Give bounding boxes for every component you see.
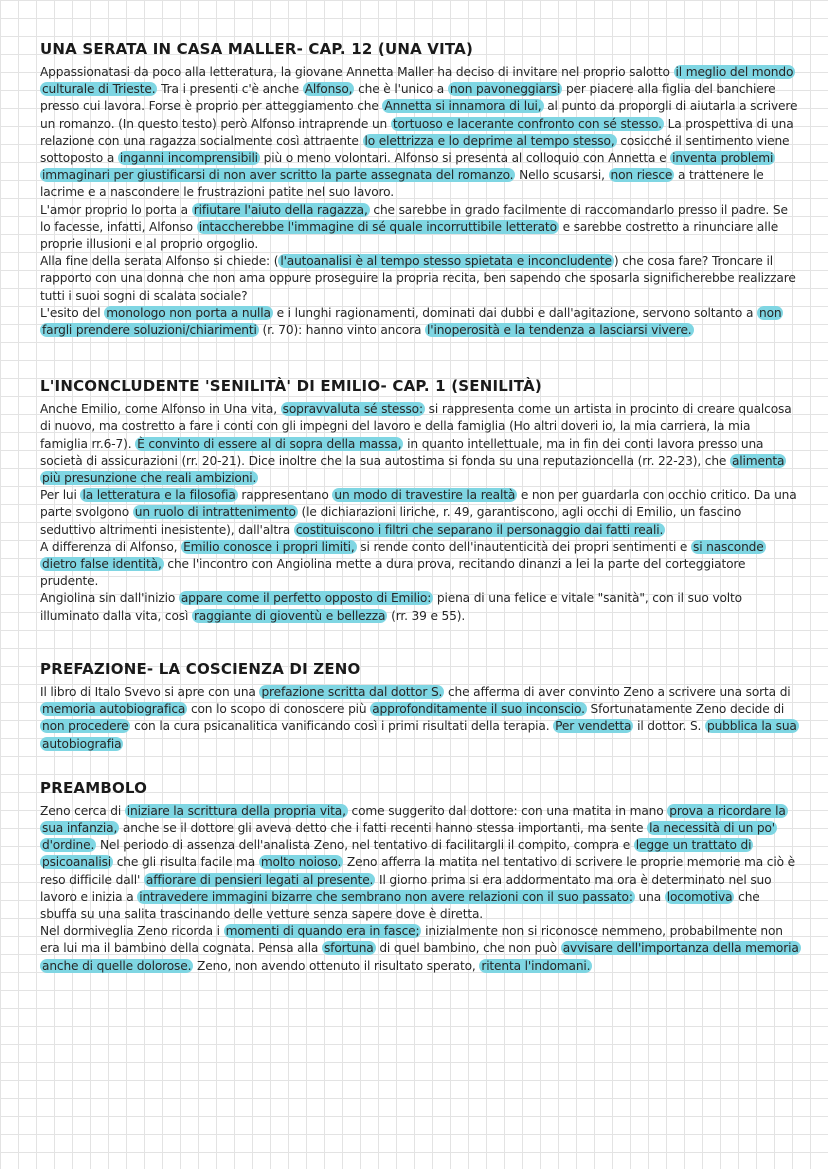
paragraph bbox=[40, 253, 800, 305]
highlighted-text: molto noioso. bbox=[260, 855, 342, 870]
paragraph bbox=[40, 401, 800, 487]
text-run: Tra i presenti c'è anche bbox=[157, 82, 303, 97]
text-run: e sarebbe costretto a rinunciare alle proprie illusioni e al proprio orgoglio. bbox=[40, 219, 779, 252]
highlighted-text: approfonditamente il suo inconscio. bbox=[372, 702, 585, 717]
text-run: Sfortunatamente Zeno decide di bbox=[586, 702, 785, 717]
text-run: anche se il dottore gli aveva detto che i fatti recenti hanno stessa importanti, ma sente bbox=[119, 820, 648, 835]
text-run: Appassionatasi da poco alla letteratura, la giovane Annetta Maller ha deciso di invitare nel proprio salotto bbox=[40, 65, 674, 79]
highlighted-text: pubblica la sua autobiografia bbox=[42, 719, 797, 751]
highlighted-text: Alfonso, bbox=[304, 82, 353, 97]
highlighted-text: il meglio del mondo culturale di Trieste. bbox=[42, 65, 794, 97]
highlighted-text: intravedere immagini bizarre che sembrano non avere relazioni con il suo passato: bbox=[139, 889, 633, 904]
text-run: Zeno cerca di bbox=[40, 803, 125, 818]
text-run: L'amor proprio lo porta a bbox=[40, 202, 192, 217]
highlighted-text: ritenta l'indomani. bbox=[481, 958, 591, 973]
paragraph bbox=[40, 202, 800, 254]
text-run: Nello scusarsi, bbox=[515, 168, 609, 183]
highlighted-text: appare come il perfetto opposto di Emilio: bbox=[180, 591, 432, 606]
text-run: che afferma di aver convinto Zeno a scrivere una sorta di bbox=[444, 684, 791, 699]
text-run: come suggerito dal dottore: con una matita in mano bbox=[347, 803, 668, 818]
text-run: il dottor. S. bbox=[633, 719, 705, 734]
paragraph bbox=[40, 487, 800, 539]
highlighted-text: inganni incomprensibili bbox=[119, 151, 258, 166]
section-body bbox=[40, 803, 800, 975]
text-run: La prospettiva di una relazione con una ragazza socialmente così attraente bbox=[40, 116, 794, 148]
section-body bbox=[40, 684, 800, 753]
highlighted-text: l'autoanalisi è al tempo stesso spietata e inconcludente bbox=[280, 254, 612, 269]
highlighted-text: avvisare dell'importanza della memoria anche di quelle dolorose. bbox=[42, 941, 799, 973]
text-run: cosicché il sentimento viene sottoposto a bbox=[40, 133, 790, 166]
highlighted-text: l'inoperosità e la tendenza a lasciarsi vivere. bbox=[427, 323, 692, 338]
text-run: che l'incontro con Angiolina mette a dura prova, recitando dinanzi a lei la parte del corteggiatore prudente. bbox=[40, 557, 746, 589]
text-run: Il libro di Italo Svevo si apre con una bbox=[40, 684, 260, 699]
section-prefazione bbox=[40, 658, 800, 753]
text-run: più o meno volontari. Alfonso si presenta al colloquio con Annetta e bbox=[259, 151, 671, 166]
paragraph bbox=[40, 539, 800, 591]
text-run: con lo scopo di conoscere più bbox=[187, 702, 371, 717]
highlighted-text: rifiutare l'aiuto della ragazza, bbox=[193, 202, 368, 217]
highlighted-text: sfortuna bbox=[323, 941, 374, 956]
highlighted-text: alimenta più presunzione che reali ambizioni. bbox=[42, 453, 785, 486]
highlighted-text: prova a ricordare la sua infanzia, bbox=[42, 803, 786, 835]
highlighted-text: intaccherebbe l'immagine di sé quale incorruttibile letterato bbox=[198, 219, 557, 234]
highlighted-text: lo elettrizza e lo deprime al tempo stesso, bbox=[364, 133, 615, 148]
text-run: Zeno, non avendo ottenuto il risultato sperato, bbox=[193, 958, 480, 973]
text-run: Anche Emilio, come Alfonso in Una vita, bbox=[40, 402, 281, 417]
section-title: L'INCONCLUDENTE 'SENILITÀ' DI EMILIO- CAP. 1 (SENILITÀ) bbox=[40, 377, 542, 396]
text-run: si rappresenta come un artista in procinto di creare qualcosa di nuovo, ma costretto a fare i conti con gli impegni del lavoro e della famiglia (Ho altri doveri io, la mia carriera, la mia famiglia rr.6-7). bbox=[40, 402, 792, 451]
highlighted-text: tortuoso e lacerante confronto con sé stesso. bbox=[392, 116, 662, 131]
highlighted-text: Per vendetta bbox=[555, 719, 632, 734]
text-run: al punto da proporgli di aiutarla a scrivere un romanzo. (In questo testo) però Alfonso intraprende un bbox=[40, 99, 798, 131]
highlighted-text: un ruolo di intrattenimento bbox=[134, 505, 296, 520]
highlighted-text: È convinto di essere al di sopra della massa, bbox=[137, 436, 402, 451]
text-run: che gli risulta facile ma bbox=[113, 855, 259, 870]
text-run: di quel bambino, che non può bbox=[375, 941, 561, 956]
text-run: Per lui bbox=[40, 488, 81, 503]
paragraph bbox=[40, 923, 800, 975]
paragraph bbox=[40, 64, 800, 202]
highlighted-text: memoria autobiografica bbox=[42, 702, 186, 717]
text-run: Nel dormiveglia Zeno ricorda i bbox=[40, 924, 224, 939]
text-run: A differenza di Alfonso, bbox=[40, 539, 182, 554]
notes-page bbox=[40, 38, 800, 975]
text-run: ) che cosa fare? Troncare il rapporto con una donna che non ama oppure proseguire la propria recita, ben sapendo che sposarla significherebbe realizzare tutti i suoi sogni di scalata sociale? bbox=[40, 254, 796, 303]
paragraph bbox=[40, 305, 800, 339]
text-run: con la cura psicanalitica vanificando così i primi risultati della terapia. bbox=[130, 719, 554, 734]
highlighted-text: raggiante di gioventù e bellezza bbox=[193, 608, 386, 623]
highlighted-text: si nasconde dietro false identità, bbox=[42, 539, 764, 572]
text-run: una bbox=[634, 889, 665, 904]
section-senilita bbox=[40, 375, 800, 625]
highlighted-text: iniziare la scrittura della propria vita, bbox=[126, 803, 346, 818]
text-run: in quanto intellettuale, ma in fin dei conti lavora presso una società di assicurazioni (rr. 20-21). Dice inoltre che la sua autostima si fonda su una reputazioncella (rr. 22-23), che bbox=[40, 436, 764, 468]
text-run: che sarebbe in grado facilmente di raccomandarlo presso il padre. Se lo facesse, infatti, Alfonso bbox=[40, 202, 788, 234]
highlighted-text: legge un trattato di psicoanalisi bbox=[42, 838, 752, 870]
highlighted-text: costituiscono i filtri che separano il personaggio dai fatti reali. bbox=[295, 522, 664, 537]
text-run: Alla fine della serata Alfonso si chiede: ( bbox=[40, 254, 279, 269]
text-run: inizialmente non si riconosce nemmeno, probabilmente non era lui ma il bambino della cognata. Pensa alla bbox=[40, 924, 783, 956]
highlighted-text: inventa problemi immaginari per giustificarsi di non aver scritto la parte assegnata del romanzo. bbox=[42, 151, 774, 183]
highlighted-text: un modo di travestire la realtà bbox=[334, 488, 516, 503]
text-run: e non per guardarla con occhio critico. Da una parte svolgono bbox=[40, 488, 797, 520]
highlighted-text: non fargli prendere soluzioni/chiarimenti bbox=[42, 305, 782, 338]
text-run: rappresentano bbox=[237, 488, 333, 503]
text-run: (le dichiarazioni liriche, r. 49, garantiscono, agli occhi di Emilio, un fascino seduttivo altrimenti inesistente), dall'altra bbox=[40, 505, 742, 537]
text-run: L'esito del bbox=[40, 305, 105, 320]
highlighted-text: non riesce bbox=[610, 168, 673, 183]
text-run: che sbuffa su una salita trascinando delle vetture senza sapere dove è diretta. bbox=[40, 889, 760, 921]
section-body bbox=[40, 64, 800, 339]
paragraph bbox=[40, 590, 800, 624]
section-title: UNA SERATA IN CASA MALLER- CAP. 12 (UNA VITA) bbox=[40, 40, 474, 58]
highlighted-text: sopravvaluta sé stesso: bbox=[282, 402, 423, 417]
text-run: Nel periodo di assenza dell'analista Zeno, nel tentativo di facilitargli il compito, compra e bbox=[96, 838, 634, 853]
highlighted-text: monologo non porta a nulla bbox=[106, 305, 271, 320]
section-body bbox=[40, 401, 800, 625]
highlighted-text: non pavoneggiarsi bbox=[449, 82, 561, 97]
highlighted-text: la letteratura e la filosofia bbox=[82, 488, 236, 503]
highlighted-text: locomotiva bbox=[666, 889, 733, 904]
section-title: PREAMBOLO bbox=[40, 778, 148, 797]
paragraph bbox=[40, 684, 800, 753]
text-run: che è l'unico a bbox=[354, 82, 448, 97]
highlighted-text: affiorare di pensieri legati al presente. bbox=[145, 872, 374, 887]
text-run: a trattenere le lacrime e a nascondere le frustrazioni patite nel suo lavoro. bbox=[40, 168, 764, 200]
highlighted-text: la necessità di un po' d'ordine. bbox=[42, 820, 776, 853]
text-run: Angiolina sin dall'inizio bbox=[40, 591, 179, 606]
text-run: si rende conto dell'inautenticità dei propri sentimenti e bbox=[356, 539, 691, 554]
text-run: per piacere alla figlia del banchiere presso cui lavora. Forse è proprio per atteggiamento che bbox=[40, 82, 776, 114]
text-run: (rr. 39 e 55). bbox=[387, 608, 466, 623]
text-run: piena di una felice e vitale "sanità", con il suo volto illuminato dalla vita, così bbox=[40, 591, 742, 623]
highlighted-text: Annetta si innamora di lui, bbox=[384, 99, 542, 114]
text-run: Il giorno prima si era addormentato ma ora è determinato nel suo lavoro e inizia a bbox=[40, 872, 772, 904]
highlighted-text: prefazione scritta dal dottor S. bbox=[261, 684, 443, 699]
highlighted-text: momenti di quando era in fasce; bbox=[225, 924, 420, 939]
highlighted-text: Emilio conosce i propri limiti, bbox=[183, 539, 355, 554]
section-una-vita bbox=[40, 38, 800, 339]
text-run: Zeno afferra la matita nel tentativo di scrivere le proprie memorie ma ciò è reso difficile dall' bbox=[40, 855, 795, 887]
text-run: (r. 70): hanno vinto ancora bbox=[258, 323, 426, 338]
section-title: PREFAZIONE- LA COSCIENZA DI ZENO bbox=[40, 659, 361, 678]
text-run: e i lunghi ragionamenti, dominati dai dubbi e dall'agitazione, servono soltanto a bbox=[272, 305, 757, 320]
section-preambolo bbox=[40, 777, 800, 975]
paragraph bbox=[40, 803, 800, 923]
highlighted-text: non procedere bbox=[42, 719, 129, 734]
